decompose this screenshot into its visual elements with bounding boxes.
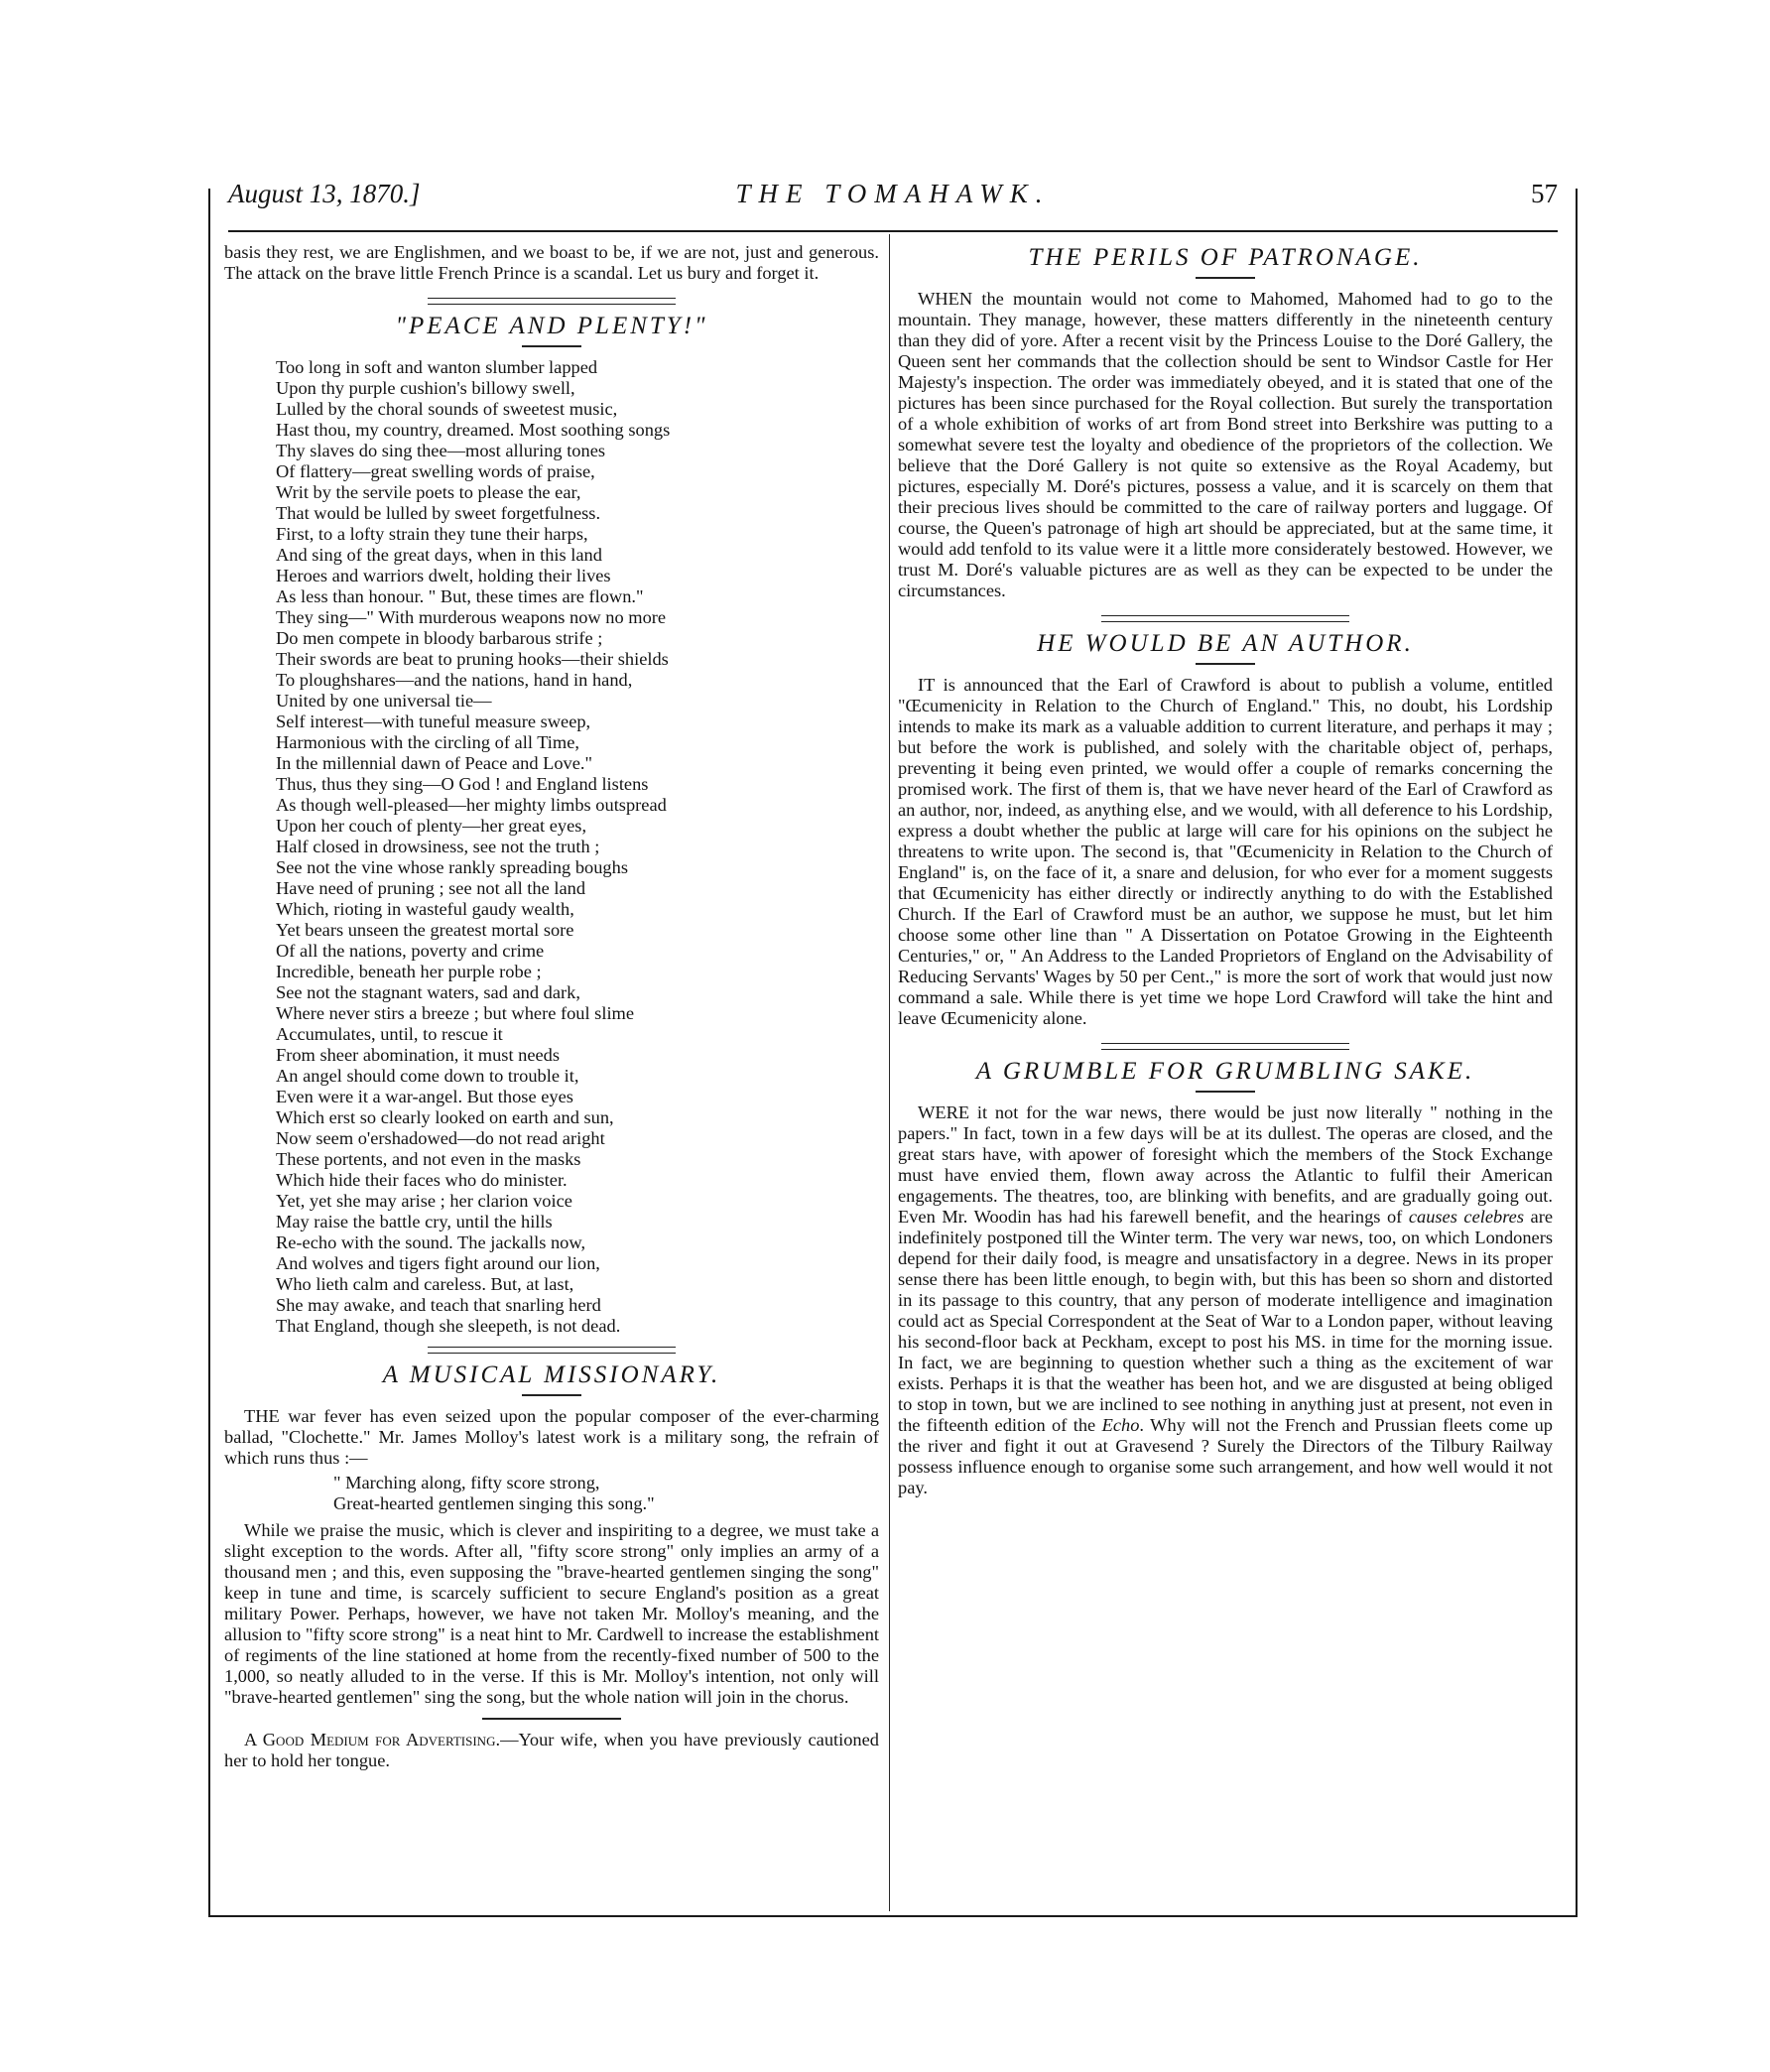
advertising-joke <box>224 1730 879 1771</box>
poem-line: Hast thou, my country, dreamed. Most soothing songs <box>276 420 671 440</box>
poem-line: Thus, thus they sing—O God ! and England listens <box>276 774 649 794</box>
grumble-text-a: WERE it not for the war news, there would be just now literally " nothing in the papers." In fact, town in a few days will be at its dullest. The operas are closed, and the great stars have, with apower of foresight which the members of the Stock Exchange must have envied them, flown away across the Atlantic to fulfil their American engagements. The theatres, too, are blinking with benefits, and are gradually going out. Even Mr. Woodin has had his farewell benefit, and the hearings of <box>898 1102 1553 1227</box>
continued-paragraph: basis they rest, we are Englishmen, and we boast to be, if we are not, just and generous. The attack on the brave little French Prince is a scandal. Let us bury and forget it. <box>224 242 879 283</box>
musical-paragraph-1: THE war fever has even seized upon the popular composer of the ever-charming ballad, "Clochette." Mr. James Molloy's latest work is a military song, the refrain of which runs thus :— <box>224 1406 879 1468</box>
poem-line: Re-echo with the sound. The jackalls now, <box>276 1232 586 1252</box>
article-title-perils-of-patronage: THE PERILS OF PATRONAGE. <box>1028 244 1423 271</box>
page-number: 57 <box>1531 179 1558 208</box>
poem-line: Have need of pruning ; see not all the land <box>276 878 586 898</box>
grumble-text-c: . Why will not the French and Prussian fleets come up the river and fight it out at Gravesend ? Surely the Directors of the Tilbury Railway possess influence enough to organise some such arrangement, and how well would it not pay. <box>898 1415 1553 1497</box>
article-title-author: HE WOULD BE AN AUTHOR. <box>1037 630 1414 657</box>
poem-line: Which, rioting in wasteful gaudy wealth, <box>276 899 574 919</box>
section-double-rule <box>428 1347 676 1354</box>
poem-line: And wolves and tigers fight around our lion, <box>276 1253 600 1273</box>
poem-line: Now seem o'ershadowed—do not read aright <box>276 1128 605 1148</box>
poem-line: Which erst so clearly looked on earth and sun, <box>276 1107 614 1127</box>
poem-line: Thy slaves do sing thee—most alluring tones <box>276 441 606 460</box>
poem-line: From sheer abomination, it must needs <box>276 1045 561 1065</box>
title-underline <box>522 345 581 347</box>
poem-line: Writ by the servile poets to please the ear, <box>276 482 581 502</box>
section-double-rule <box>428 298 676 305</box>
poem-line: She may awake, and teach that snarling herd <box>276 1295 601 1315</box>
article-title-grumble: A GRUMBLE FOR GRUMBLING SAKE. <box>975 1058 1475 1085</box>
poem-line: As less than honour. " But, these times are flown." <box>276 586 644 606</box>
poem-line: That England, though she sleepeth, is not dead. <box>276 1316 621 1336</box>
article-title-musical-missionary: A MUSICAL MISSIONARY. <box>382 1361 721 1388</box>
grumble-paragraph <box>898 1102 1553 1498</box>
poem-line: In the millennial dawn of Peace and Love." <box>276 753 593 773</box>
column-divider <box>889 234 890 1911</box>
poem-line: An angel should come down to trouble it, <box>276 1066 579 1086</box>
poem-body <box>224 357 879 1337</box>
poem-line: Which hide their faces who do minister. <box>276 1170 568 1190</box>
divider-rule <box>482 1718 621 1720</box>
grumble-italic-echo: Echo <box>1101 1415 1140 1435</box>
masthead-title: THE TOMAHAWK. <box>735 179 1051 208</box>
poem-line: And sing of the great days, when in this land <box>276 545 602 565</box>
issue-date: August 13, 1870.] <box>228 179 421 208</box>
perils-paragraph: WHEN the mountain would not come to Mahomed, Mahomed had to go to the mountain. They manage, however, these matters differently in the nineteenth century than they did of yore. After a recent visit by the Princess Louise to the Doré Gallery, the Queen sent her commands that the collection should be sent to Windsor Castle for Her Majesty's inspection. The order was immediately obeyed, and it is stated that one of the pictures has been since purchased for the Royal collection. But surely the transportation of a whole exhibition of works of art from Bond street into Berkshire was putting to a somewhat severe test the loyalty and obedience of the proprietors of the collection. We believe that the Doré Gallery is not quite so extensive as the Royal Academy, but pictures, especially M. Doré's pictures, possess a value, and it is scarcely on them that their precious lives should be committed to the care of railway porters and luggage. Of course, the Queen's patronage of high art should be appreciated, but at the same time, it would add tenfold to its value were it a little more considerately bestowed. However, we trust M. Doré's valuable pictures are as well as they can be expected to be under the circumstances. <box>898 289 1553 600</box>
poem-line: First, to a lofty strain they tune their harps, <box>276 524 588 544</box>
poem-line: Harmonious with the circling of all Time, <box>276 732 579 752</box>
poem-line: United by one universal tie— <box>276 691 492 711</box>
poem-line: Even were it a war-angel. But those eyes <box>276 1087 573 1106</box>
author-paragraph: IT is announced that the Earl of Crawford is about to publish a volume, entitled "Œcumenicity in Relation to the Church of England." This, no doubt, his Lordship intends to make its mark as a valuable addition to current literature, and perhaps it may ; but before the work is published, and solely with the charitable object of, perhaps, preventing it being even printed, we would offer a couple of remarks concerning the promised work. The first of them is, that we have never heard of the Earl of Crawford as an author, nor, indeed, as anything else, and we would, with all deference to his Lordship, express a doubt whether the public at large will care for his opinions on the subject he threatens to write upon. The second is, that "Œcumenicity in Relation to the Church of England" is, on the face of it, a snare and delusion, for who ever for a moment suggests that Œcumenicity has either directly or indirectly anything to do with the Established Church. If the Earl of Crawford must be an author, we suppose he must, but let him choose some other line than " A Dissertation on Potatoe Growing in the Eighteenth Centuries," or, " An Address to the Landed Proprietors of England on the Advisability of Reducing Servants' Wages by 50 per Cent.," is more the sort of work that would just now command a sale. While there is yet time we hope Lord Crawford will take the hint and leave Œcumenicity alone. <box>898 675 1553 1028</box>
header-rule <box>228 230 1558 232</box>
section-double-rule <box>1101 615 1349 622</box>
poem-line: See not the stagnant waters, sad and dark, <box>276 982 580 1002</box>
poem-line: Upon her couch of plenty—her great eyes, <box>276 816 587 836</box>
poem-line: These portents, and not even in the masks <box>276 1149 581 1169</box>
poem-line: Lulled by the choral sounds of sweetest music, <box>276 399 618 419</box>
poem-line: Upon thy purple cushion's billowy swell, <box>276 378 575 398</box>
title-underline <box>1196 663 1255 665</box>
refrain-line-2: Great-hearted gentlemen singing this song." <box>333 1493 655 1513</box>
poem-line: Who lieth calm and careless. But, at last, <box>276 1274 574 1294</box>
poem-line: Their swords are beat to pruning hooks—their shields <box>276 649 669 669</box>
title-underline <box>1196 1091 1255 1093</box>
poem-line: They sing—" With murderous weapons now no more <box>276 607 667 627</box>
refrain-line-1: " Marching along, fifty score strong, <box>333 1473 600 1492</box>
poem-line: Self interest—with tuneful measure sweep, <box>276 712 591 731</box>
advert-text: —Your wife, when you have previously cautioned her to hold her tongue. <box>224 1730 879 1770</box>
advert-heading: A Good Medium for Advertising. <box>244 1730 501 1749</box>
grumble-italic-causes: causes celebres <box>1408 1207 1524 1227</box>
poem-line: Do men compete in bloody barbarous strife ; <box>276 628 603 648</box>
running-header <box>228 179 1558 218</box>
poem-line: Of all the nations, poverty and crime <box>276 941 545 961</box>
poem-line: Too long in soft and wanton slumber lapped <box>276 357 598 377</box>
grumble-text-b: are indefinitely postponed till the Winter term. The very war news, too, on which Londoners depend for their daily food, is meagre and unsatisfactory in a degree. News in its proper sense there has been little enough, to begin with, but this has been so shorn and distorted in its passage to this country, that any person of moderate intelligence and imagination could act as Special Correspondent at the Seat of War to a London paper, without leaving his second-floor back at Peckham, except to post his MS. in time for the morning issue. In fact, we are beginning to question whether such a thing as the excitement of war exists. Perhaps it is that the weather has been hot, and we are disgusted at being obliged to stop in town, but we are inclined to see nothing in anything just at present, not even in the fifteenth edition of the <box>898 1207 1553 1435</box>
poem-title: "PEACE AND PLENTY!" <box>395 313 708 339</box>
poem-line: Incredible, beneath her purple robe ; <box>276 962 542 981</box>
poem-line: Yet bears unseen the greatest mortal sore <box>276 920 574 940</box>
poem-line: That would be lulled by sweet forgetfulness. <box>276 503 601 523</box>
poem-line: As though well-pleased—her mighty limbs outspread <box>276 795 667 815</box>
poem-line: May raise the battle cry, until the hills <box>276 1212 553 1231</box>
poem-line: Yet, yet she may arise ; her clarion voice <box>276 1191 572 1211</box>
poem-line: Of flattery—great swelling words of praise, <box>276 461 595 481</box>
poem-line: See not the vine whose rankly spreading boughs <box>276 857 628 877</box>
left-column <box>224 242 879 1899</box>
title-underline <box>522 1394 581 1396</box>
musical-paragraph-2: While we praise the music, which is clever and inspiriting to a degree, we must take a slight exception to the words. After all, "fifty score strong" only implies an army of a thousand men ; and this, even supposing the "brave-hearted gentlemen singing the song" keep in tune and time, is scarcely sufficient to secure England's position as a great military Power. Perhaps, however, we have not taken Mr. Molloy's meaning, and the allusion to "fifty score strong" is a neat hint to Mr. Cardwell to increase the establishment of regiments of the line stationed at home from the recently-fixed number of 500 to the 1,000, so neatly alluded to in the verse. If this is Mr. Molloy's intention, not only will "brave-hearted gentlemen" sing the song, but the whole nation will join in the chorus. <box>224 1520 879 1707</box>
poem-line: Accumulates, until, to rescue it <box>276 1024 503 1044</box>
poem-line: Where never stirs a breeze ; but where foul slime <box>276 1003 635 1023</box>
title-underline <box>1196 277 1255 279</box>
poem-line: To ploughshares—and the nations, hand in hand, <box>276 670 633 690</box>
song-refrain <box>224 1473 879 1514</box>
right-column <box>898 242 1553 1899</box>
section-double-rule <box>1101 1043 1349 1050</box>
poem-line: Heroes and warriors dwelt, holding their lives <box>276 566 611 585</box>
poem-line: Half closed in drowsiness, see not the truth ; <box>276 837 600 856</box>
